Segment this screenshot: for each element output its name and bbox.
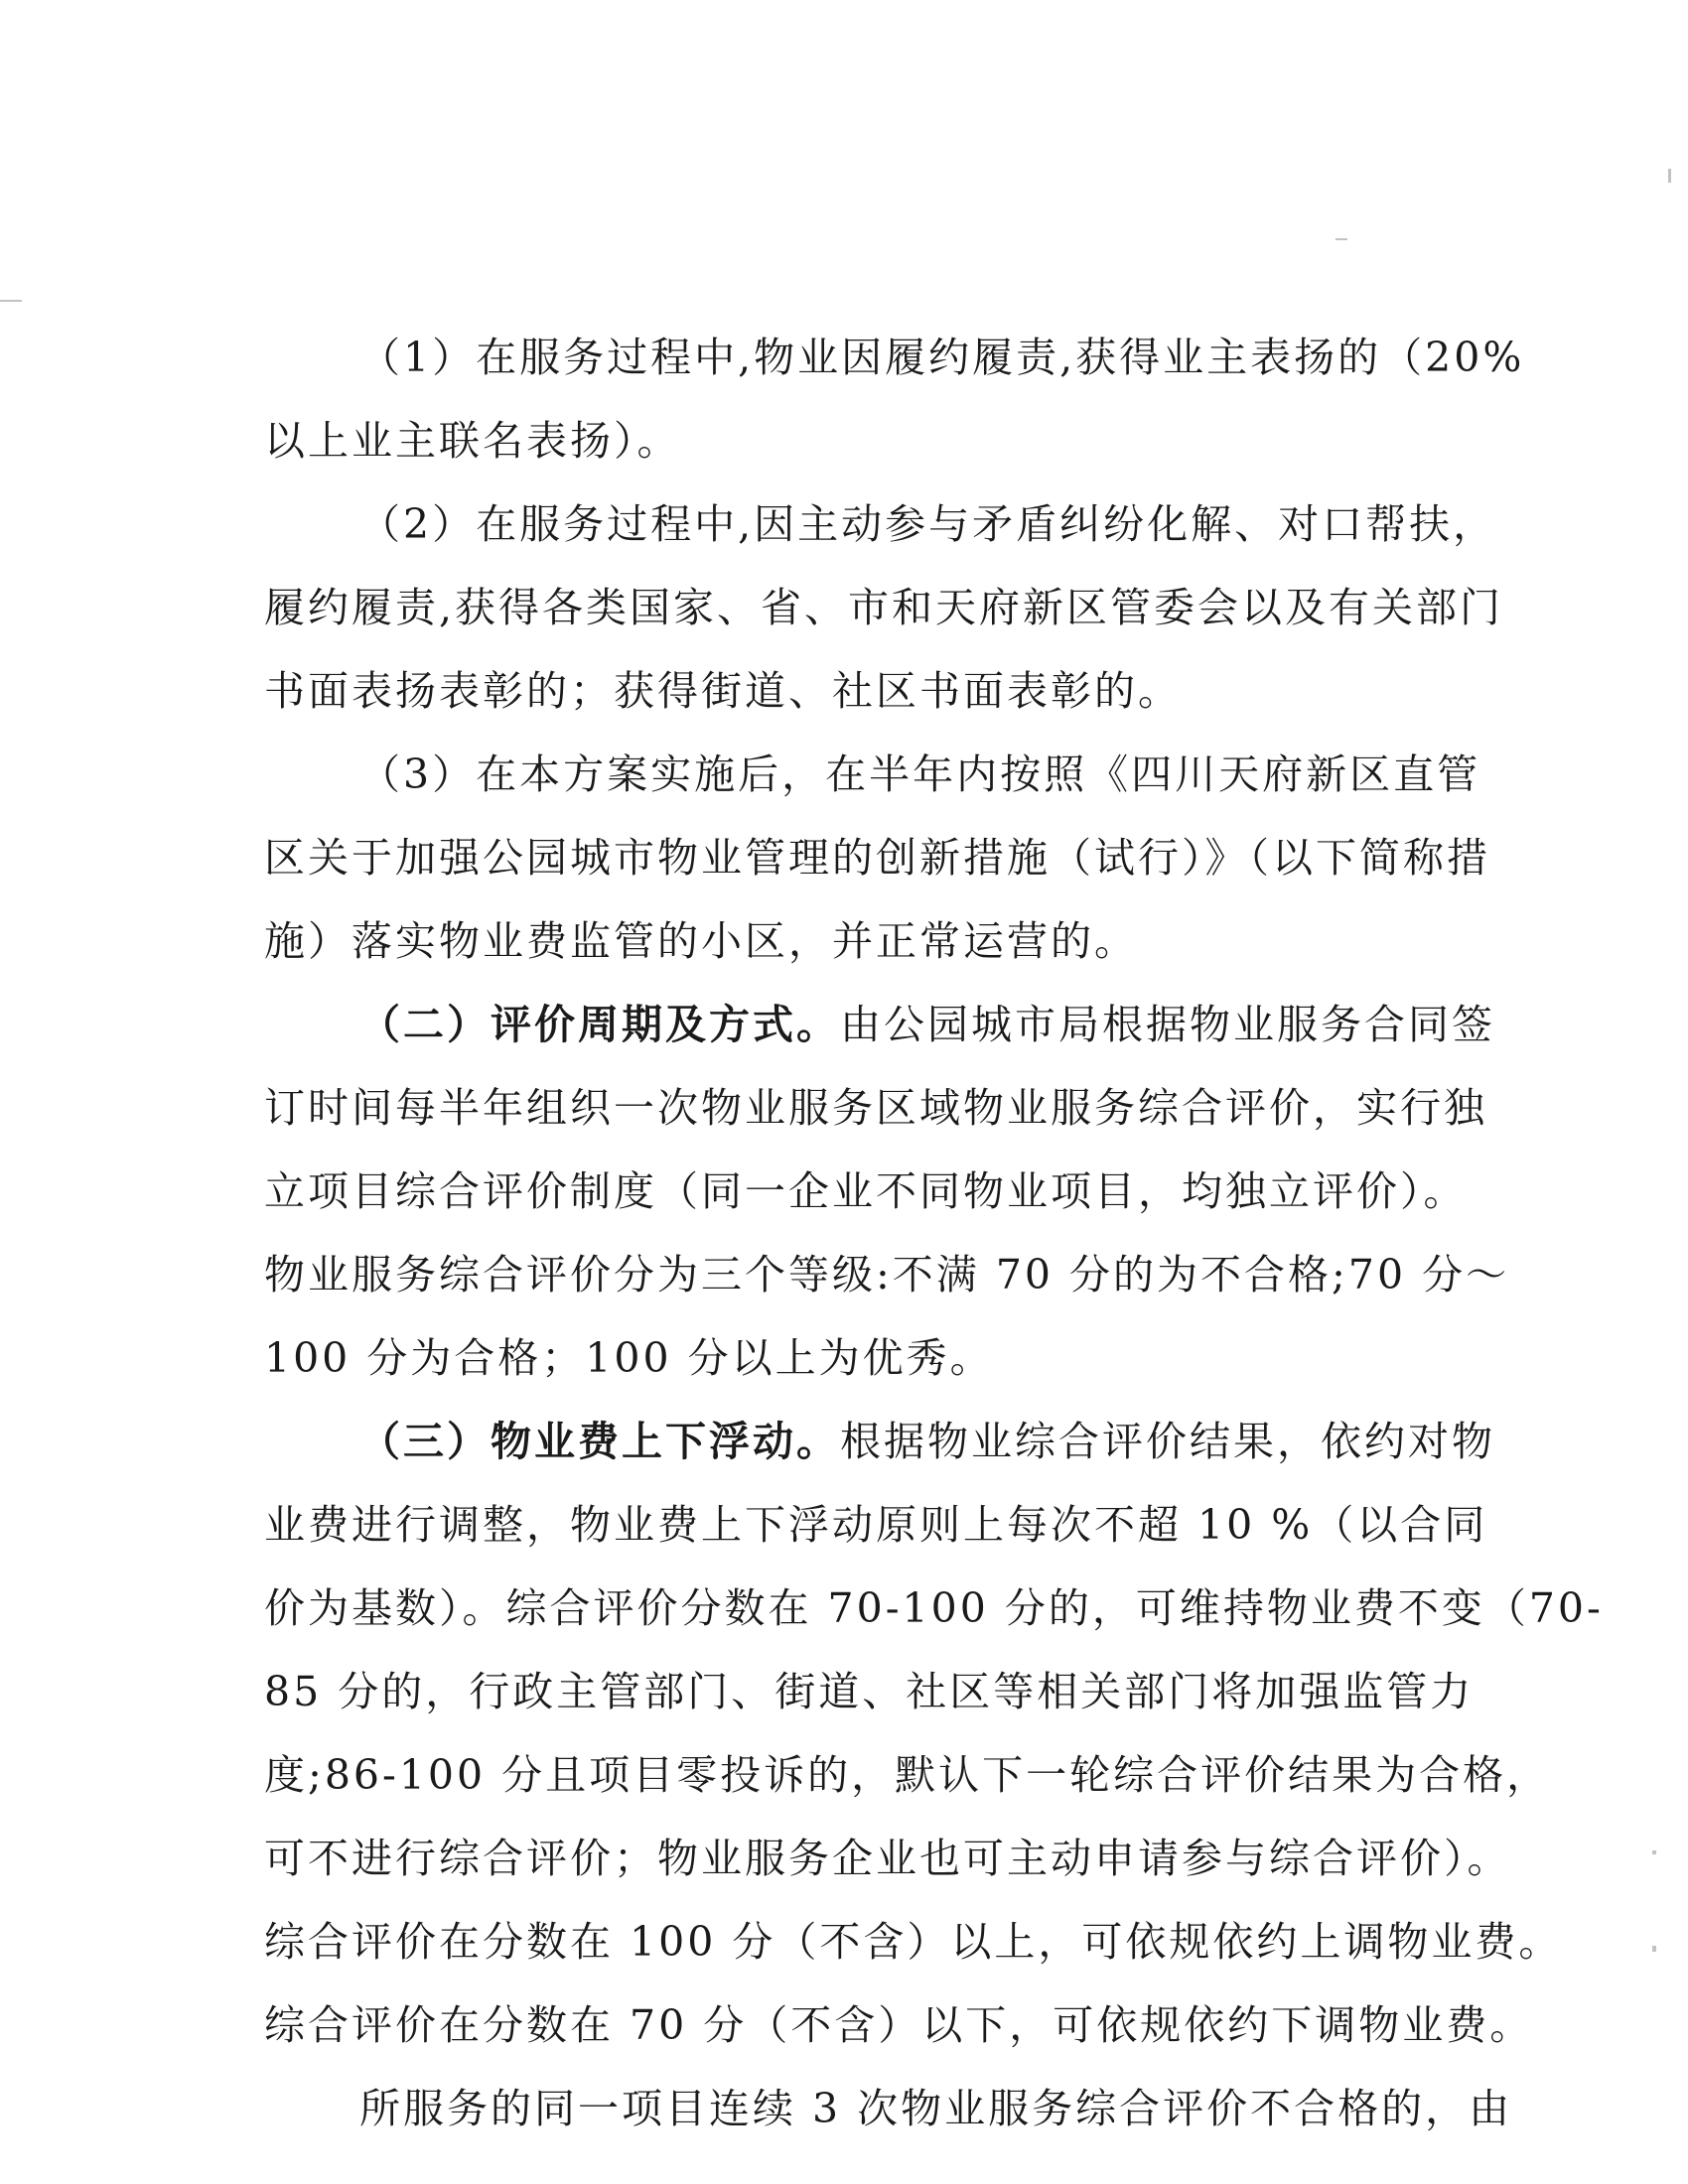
section-2-line-5: 100 分为合格；100 分以上为优秀。 <box>264 1334 994 1382</box>
paragraph-1-line-2: 以上业主联名表扬）。 <box>264 417 681 465</box>
section-3-line-7: 综合评价在分数在 100 分（不含）以上，可依规依约上调物业费。 <box>264 1918 1563 1966</box>
scan-mark <box>1336 238 1347 240</box>
paragraph-3-line-1: （3）在本方案实施后，在半年内按照《四川天府新区直管 <box>359 751 1481 798</box>
paragraph-2-line-2: 履约履责,获得各类国家、省、市和天府新区管委会以及有关部门 <box>264 584 1504 631</box>
section-2-line-3: 立项目综合评价制度（同一企业不同物业项目，均独立评价）。 <box>264 1167 1468 1215</box>
section-3-line-8: 综合评价在分数在 70 分（不含）以下，可依规依约下调物业费。 <box>264 2001 1534 2049</box>
scan-mark <box>1668 169 1671 183</box>
section-2-line-4: 物业服务综合评价分为三个等级:不满 70 分的为不合格;70 分～ <box>264 1251 1510 1298</box>
section-2-line-2: 订时间每半年组织一次物业服务区域物业服务综合评价，实行独 <box>264 1084 1487 1132</box>
scan-mark <box>0 300 22 302</box>
section-3-line-3: 价为基数）。综合评价分数在 70-100 分的，可维持物业费不变（70- <box>264 1584 1604 1632</box>
paragraph-2-line-1: （2）在服务过程中,因主动参与矛盾纠纷化解、对口帮扶， <box>359 500 1497 548</box>
section-2-first-line <box>264 983 1495 1066</box>
document-body <box>264 316 1604 2150</box>
scan-mark <box>1652 1946 1656 1952</box>
section-2-first-line-text: 由公园城市局根据物业服务合同签 <box>840 1001 1495 1048</box>
section-3-line-6: 可不进行综合评价；物业服务企业也可主动申请参与综合评价）。 <box>264 1835 1511 1882</box>
section-3-line-2: 业费进行调整，物业费上下浮动原则上每次不超 10 %（以合同 <box>264 1501 1488 1549</box>
section-3-first-line <box>264 1400 1495 1483</box>
section-3-heading: （三）物业费上下浮动。 <box>359 1418 840 1465</box>
paragraph-3-line-3: 施）落实物业费监管的小区，并正常运营的。 <box>264 917 1138 965</box>
paragraph-3-line-2: 区关于加强公园城市物业管理的创新措施（试行）》（以下简称措 <box>264 834 1490 882</box>
section-3-first-line-text: 根据物业综合评价结果，依约对物 <box>840 1418 1495 1465</box>
scan-mark <box>1652 1850 1656 1854</box>
paragraph-1-line-1: （1）在服务过程中,物业因履约履责,获得业主表扬的（20% <box>359 334 1525 381</box>
section-3-line-4: 85 分的，行政主管部门、街道、社区等相关部门将加强监管力 <box>264 1668 1475 1715</box>
paragraph-2-line-3: 书面表扬表彰的；获得街道、社区书面表彰的。 <box>264 667 1182 715</box>
section-3-line-5: 度;86-100 分且项目零投诉的，默认下一轮综合评价结果为合格， <box>264 1751 1551 1799</box>
final-paragraph-line-1: 所服务的同一项目连续 3 次物业服务综合评价不合格的，由 <box>359 2085 1513 2132</box>
section-2-heading: （二）评价周期及方式。 <box>359 1001 840 1048</box>
